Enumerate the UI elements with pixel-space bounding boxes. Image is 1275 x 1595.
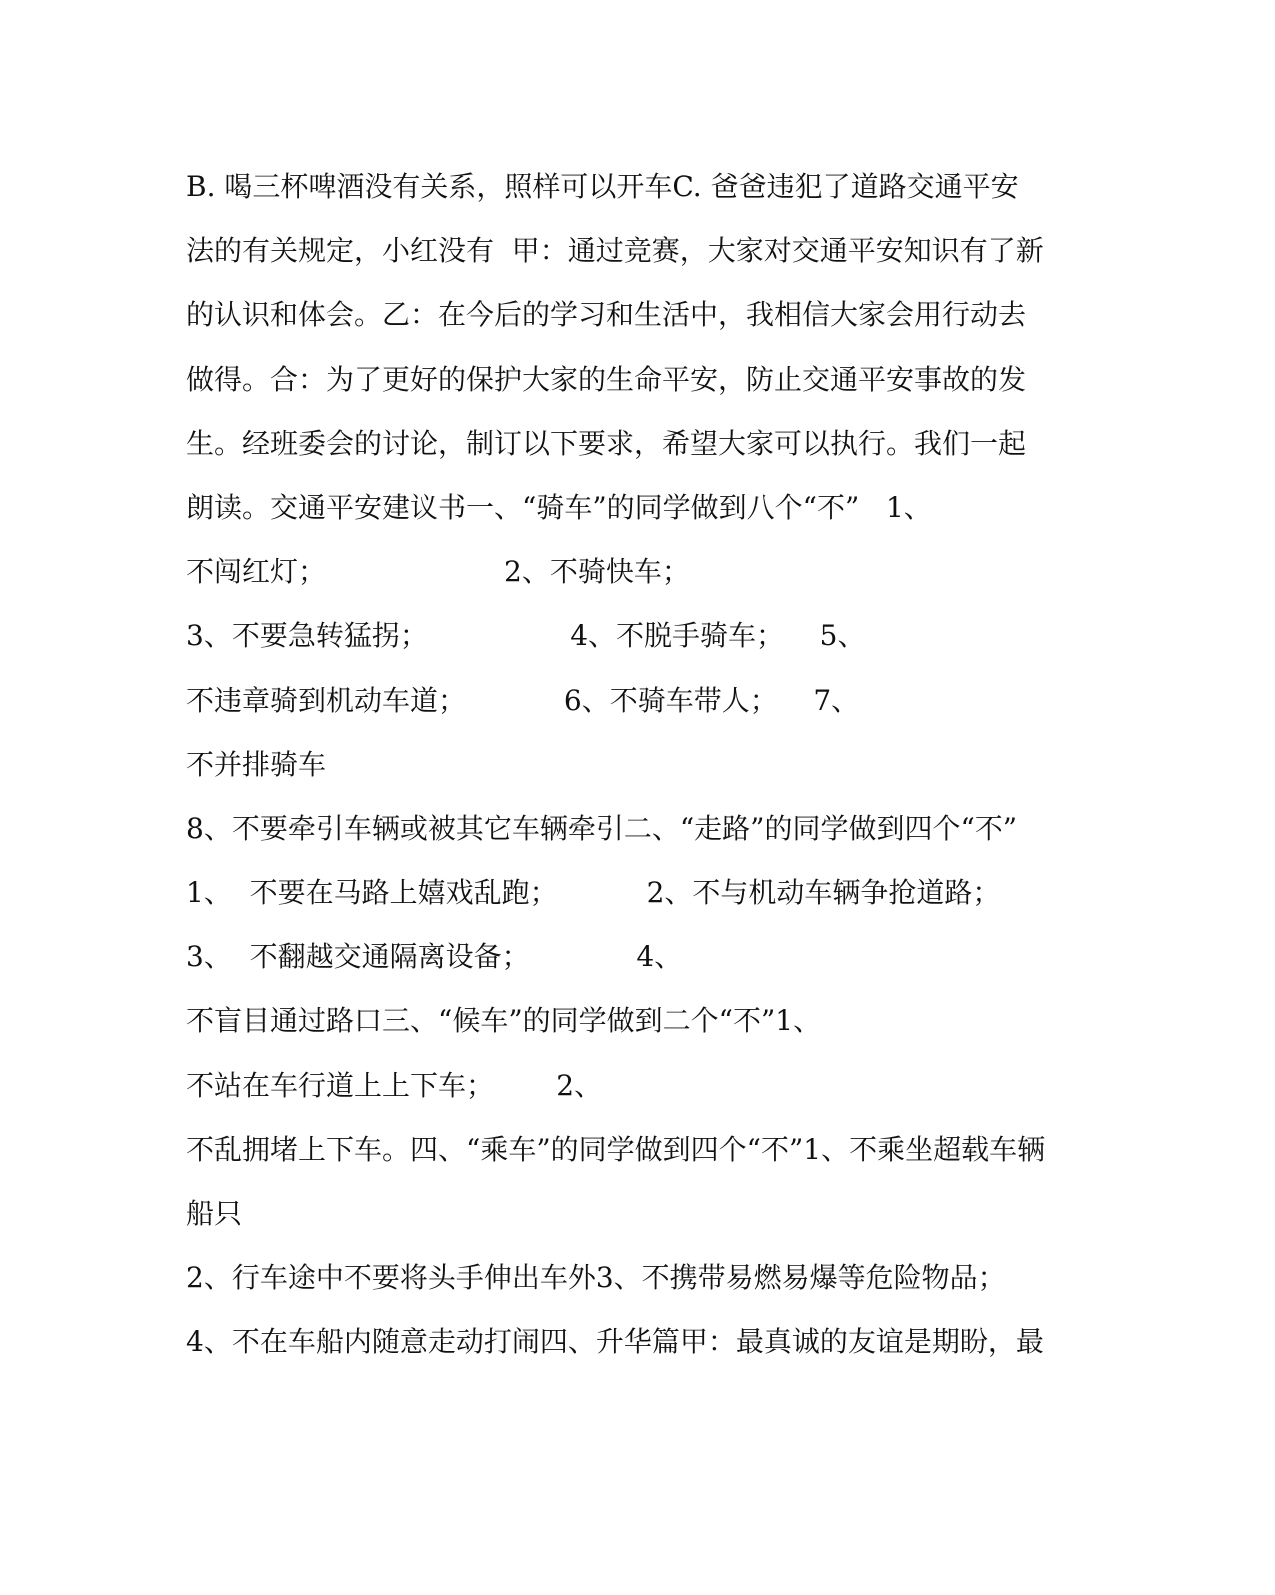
text-line: 法的有关规定，小红没有 甲：通过竞赛，大家对交通平安知识有了新 — [186, 234, 1044, 268]
text-line: 3、 不翻越交通隔离设备； 4、 — [186, 940, 683, 974]
text-line: 8、不要牵引车辆或被其它车辆牵引二、“走路”的同学做到四个“不” — [186, 811, 1018, 845]
text-line: 不盲目通过路口三、“候车”的同学做到二个“不”1、 — [186, 1004, 822, 1038]
text-line: 不乱拥堵上下车。四、“乘车”的同学做到四个“不”1、不乘坐超载车辆 — [186, 1132, 1046, 1166]
text-line: 2、行车途中不要将头手伸出车外3、不携带易燃易爆等危险物品； — [186, 1261, 1006, 1295]
text-line: 朗读。交通平安建议书一、“骑车”的同学做到八个“不” 1、 — [186, 490, 932, 524]
text-line: 做得。合：为了更好的保护大家的生命平安，防止交通平安事故的发 — [186, 362, 1027, 396]
text-line: 不站在车行道上上下车； 2、 — [186, 1068, 603, 1102]
text-line: 船只 — [186, 1197, 243, 1230]
text-line: 1、 不要在马路上嬉戏乱跑； 2、不与机动车辆争抢道路； — [186, 876, 1001, 910]
text-line: 不违章骑到机动车道； 6、不骑车带人； 7、 — [186, 683, 860, 717]
text-line: B. 喝三杯啤酒没有关系，照样可以开车C. 爸爸违犯了道路交通平安 — [186, 170, 1019, 203]
text-line: 不闯红灯； 2、不骑快车； — [186, 555, 690, 589]
text-line: 的认识和体会。乙：在今后的学习和生活中，我相信大家会用行动去 — [186, 298, 1027, 332]
body-text — [186, 155, 1076, 1375]
text-line: 4、不在车船内随意走动打闹四、升华篇甲：最真诚的友谊是期盼，最 — [186, 1325, 1044, 1359]
text-line: 不并排骑车 — [186, 747, 327, 781]
text-line: 3、不要急转猛拐； 4、不脱手骑车； 5、 — [186, 619, 866, 653]
text-line: 生。经班委会的讨论，制订以下要求，希望大家可以执行。我们一起 — [186, 426, 1027, 460]
